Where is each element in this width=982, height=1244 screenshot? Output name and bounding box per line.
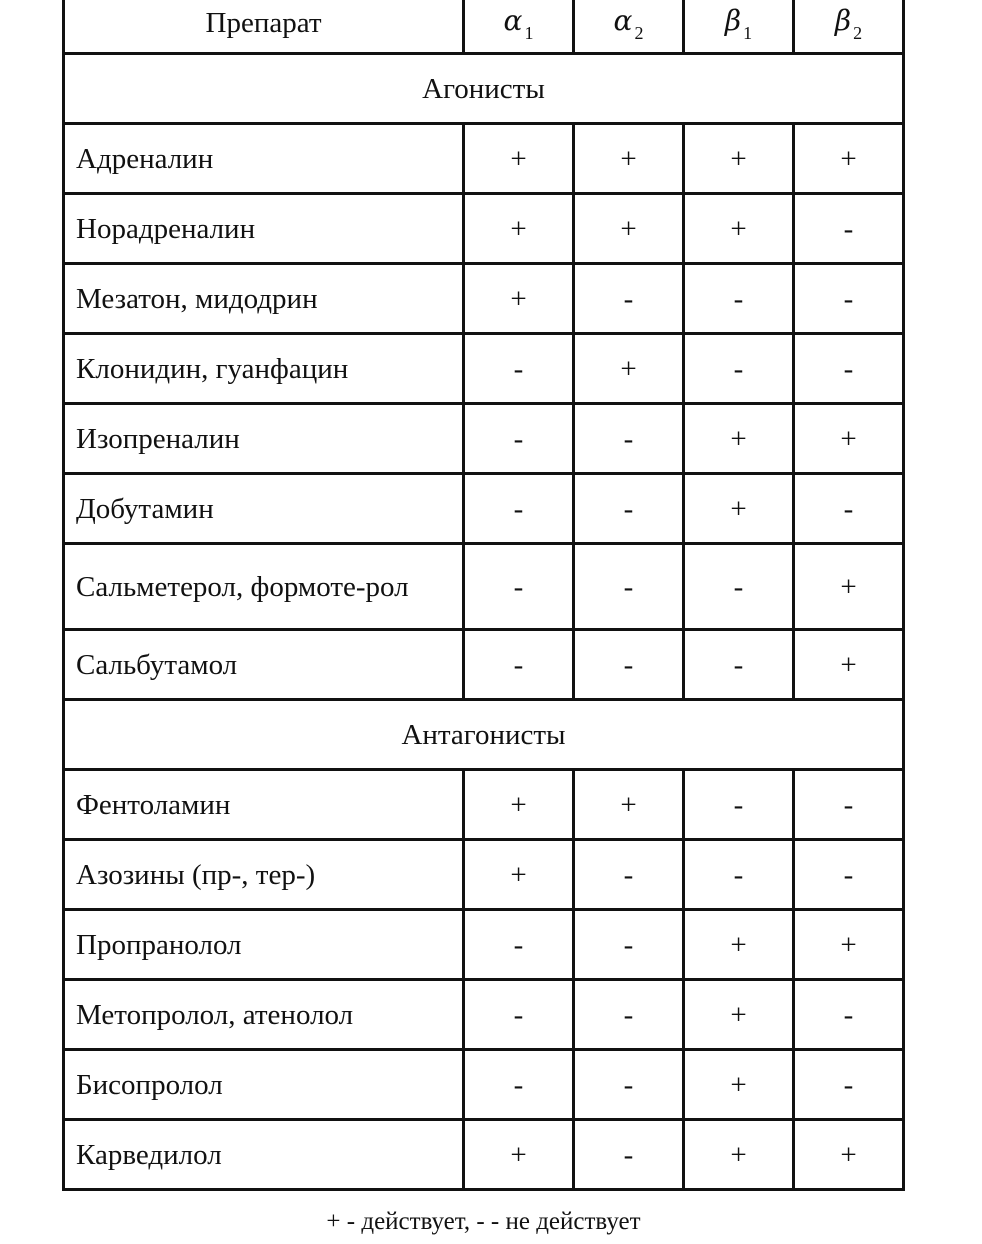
effect-mark: +: [794, 910, 904, 980]
receptor-header-alpha2: [574, 0, 684, 54]
table-row: [64, 910, 904, 980]
effect-mark: +: [464, 264, 574, 334]
receptor-subscript: 1: [524, 23, 534, 43]
effect-mark: -: [684, 770, 794, 840]
effect-mark: -: [464, 1050, 574, 1120]
effect-mark: -: [794, 194, 904, 264]
drug-name: Сальбутамол: [64, 630, 464, 700]
table-row: [64, 980, 904, 1050]
table-row: [64, 1050, 904, 1120]
table-row: [64, 1120, 904, 1190]
receptor-subscript: 2: [634, 23, 644, 43]
table-row: [64, 840, 904, 910]
receptor-header-alpha1: [464, 0, 574, 54]
drug-name: Добутамин: [64, 474, 464, 544]
table-row: [64, 630, 904, 700]
effect-mark: -: [574, 630, 684, 700]
receptor-symbol: α: [503, 4, 523, 37]
header-row: [64, 0, 904, 54]
effect-mark: +: [794, 124, 904, 194]
effect-mark: -: [574, 264, 684, 334]
effect-mark: -: [684, 334, 794, 404]
drug-name: Изопреналин: [64, 404, 464, 474]
effect-mark: -: [464, 334, 574, 404]
effect-mark: +: [464, 124, 574, 194]
effect-mark: -: [684, 264, 794, 334]
section-title: Агонисты: [64, 54, 904, 124]
effect-mark: -: [464, 404, 574, 474]
section-title: Антагонисты: [64, 700, 904, 770]
effect-mark: -: [574, 1120, 684, 1190]
effect-mark: -: [794, 770, 904, 840]
drug-name: Клонидин, гуанфацин: [64, 334, 464, 404]
effect-mark: +: [464, 840, 574, 910]
effect-mark: +: [684, 404, 794, 474]
effect-mark: -: [574, 404, 684, 474]
section-row-agonists: [64, 54, 904, 124]
effect-mark: -: [464, 630, 574, 700]
effect-mark: -: [574, 980, 684, 1050]
drug-name: Фентоламин: [64, 770, 464, 840]
effect-mark: -: [464, 474, 574, 544]
drug-name: Пропранолол: [64, 910, 464, 980]
table-row: [64, 544, 904, 630]
effect-mark: -: [464, 544, 574, 630]
effect-mark: +: [464, 770, 574, 840]
effect-mark: -: [464, 910, 574, 980]
receptor-header-beta1: [684, 0, 794, 54]
effect-mark: +: [794, 544, 904, 630]
effect-mark: -: [574, 1050, 684, 1120]
receptor-symbol: β: [724, 4, 742, 37]
effect-mark: +: [684, 910, 794, 980]
effect-mark: +: [684, 474, 794, 544]
effect-mark: +: [684, 1050, 794, 1120]
effect-mark: -: [794, 334, 904, 404]
effect-mark: +: [684, 194, 794, 264]
receptor-header-beta2: [794, 0, 904, 54]
drug-name: Адреналин: [64, 124, 464, 194]
effect-mark: +: [574, 194, 684, 264]
effect-mark: -: [574, 474, 684, 544]
effect-mark: -: [684, 840, 794, 910]
table-row: [64, 264, 904, 334]
effect-mark: -: [574, 910, 684, 980]
effect-mark: -: [684, 544, 794, 630]
effect-mark: -: [794, 264, 904, 334]
drug-name: Карведилол: [64, 1120, 464, 1190]
drug-name: Бисопролол: [64, 1050, 464, 1120]
table-row: [64, 334, 904, 404]
section-row-antagonists: [64, 700, 904, 770]
effect-mark: +: [794, 1120, 904, 1190]
table-row: [64, 474, 904, 544]
effect-mark: +: [464, 1120, 574, 1190]
effect-mark: +: [684, 980, 794, 1050]
table-row: [64, 770, 904, 840]
effect-mark: -: [684, 630, 794, 700]
drug-name: Азозины (пр-, тер-): [64, 840, 464, 910]
drug-column-header: Препарат: [64, 0, 464, 54]
drug-name: Сальметерол, формоте-рол: [64, 544, 464, 630]
effect-mark: -: [794, 980, 904, 1050]
legend-note: + - действует, - - не действует: [326, 1208, 641, 1235]
table-row: [64, 194, 904, 264]
effect-mark: +: [794, 404, 904, 474]
effect-mark: +: [464, 194, 574, 264]
receptor-table: [62, 0, 905, 1191]
drug-name: Метопролол, атенолол: [64, 980, 464, 1050]
effect-mark: +: [574, 334, 684, 404]
effect-mark: +: [574, 124, 684, 194]
effect-mark: -: [574, 544, 684, 630]
receptor-symbol: α: [613, 4, 633, 37]
drug-name: Норадреналин: [64, 194, 464, 264]
effect-mark: +: [684, 1120, 794, 1190]
receptor-symbol: β: [834, 4, 852, 37]
table-row: [64, 404, 904, 474]
effect-mark: +: [574, 770, 684, 840]
effect-mark: +: [794, 630, 904, 700]
receptor-subscript: 2: [853, 23, 863, 43]
drug-name: Мезатон, мидодрин: [64, 264, 464, 334]
table-row: [64, 124, 904, 194]
effect-mark: -: [794, 840, 904, 910]
receptor-subscript: 1: [743, 23, 753, 43]
effect-mark: -: [794, 1050, 904, 1120]
effect-mark: -: [464, 980, 574, 1050]
effect-mark: +: [684, 124, 794, 194]
effect-mark: -: [574, 840, 684, 910]
effect-mark: -: [794, 474, 904, 544]
